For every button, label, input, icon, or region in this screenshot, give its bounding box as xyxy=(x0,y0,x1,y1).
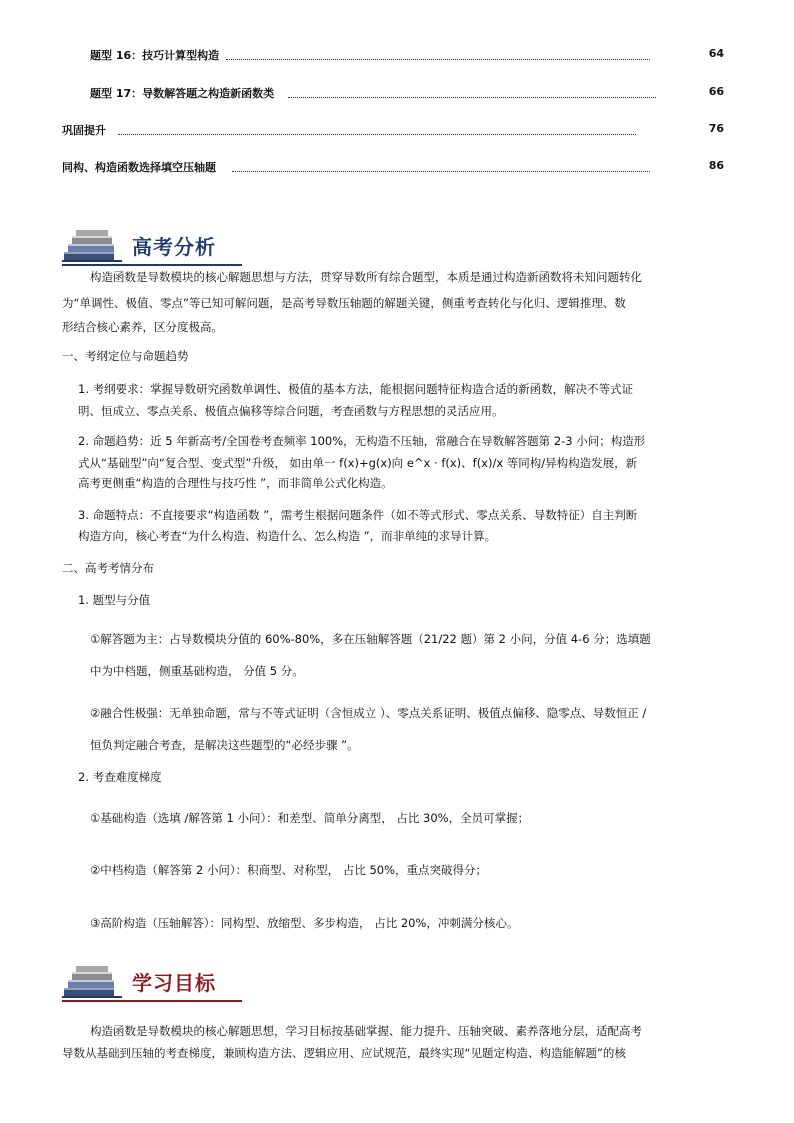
toc-entry-page: 66 xyxy=(708,85,724,98)
intro-line: 构造函数是导数模块的核心解题思想，学习目标按基础掌握、能力提升、压轴突破、素养落地分层，适配高考 xyxy=(90,1024,642,1038)
toc-entry-page: 76 xyxy=(708,122,724,135)
intro-line: 导数从基础到压轴的考查梯度，兼顾构造方法、逻辑应用、应试规范，最终实现“见题定构造、构造能解题”的核 xyxy=(62,1046,626,1060)
toc-leader-dots xyxy=(118,128,636,135)
books-icon xyxy=(62,964,124,1000)
toc-entry-label: 巩固提升 xyxy=(62,124,106,137)
toc-entry-label: 题型 16：技巧计算型构造 xyxy=(90,49,220,62)
toc-entry[interactable] xyxy=(0,122,794,142)
books-icon xyxy=(62,228,124,264)
paragraph-line: 高考更侧重“构造的合理性与技巧性 ”，而非简单公式化构造。 xyxy=(78,476,393,490)
toc-entry[interactable] xyxy=(0,47,794,67)
paragraph-line: 2. 命题趋势：近 5 年新高考/全国卷考查频率 100%，无构造不压轴，常融合在导数解答题第 2-3 小问；构造形 xyxy=(78,434,646,448)
toc-entry-label: 同构、构造函数选择填空压轴题 xyxy=(62,161,216,174)
paragraph-line: 3. 命题特点：不直接要求“构造函数 ”，需考生根据问题条件（如不等式形式、零点关系、导数特征）自主判断 xyxy=(78,508,638,522)
bullet-line: ②融合性极强：无单独命题，常与不等式证明（含恒成立 ）、零点关系证明、极值点偏移、隐零点、导数恒正 / xyxy=(90,706,647,720)
level-line: ②中档构造（解答第 2 小问）：积商型、对称型， 占比 50%，重点突破得分； xyxy=(90,863,488,877)
paragraph-line: 式从“基础型”向“复合型、变式型”升级， 如由单一 f(x)+g(x)向 e^x · f(x)、f(x)/x 等同构/异构构造发展，新 xyxy=(78,456,638,470)
subheading: 2. 考查难度梯度 xyxy=(78,770,162,784)
section-underline xyxy=(62,1000,242,1002)
bullet-line: ①解答题为主：占导数模块分值的 60%-80%，多在压轴解答题（21/22 题）第 2 小问，分值 4-6 分；选填题 xyxy=(90,632,651,646)
intro-line: 形结合核心素养，区分度极高。 xyxy=(62,320,223,334)
heading-2: 二、高考考情分布 xyxy=(62,561,154,575)
paragraph-line: 明、恒成立、零点关系、极值点偏移等综合问题，考查函数与方程思想的灵活应用。 xyxy=(78,404,504,418)
toc-entry-page: 64 xyxy=(708,47,724,60)
section-title: 高考分析 xyxy=(132,235,216,259)
paragraph-line: 构造方向，核心考查“为什么构造、构造什么、怎么构造 ”，而非单纯的求导计算。 xyxy=(78,529,497,543)
toc-entry[interactable] xyxy=(0,85,794,105)
toc-entry-page: 86 xyxy=(708,159,724,172)
section-underline xyxy=(62,264,242,266)
section-title: 学习目标 xyxy=(132,971,216,995)
toc-leader-dots xyxy=(226,53,650,60)
section-header-goals xyxy=(62,960,252,1004)
toc-entry-label: 题型 17：导数解答题之构造新函数类 xyxy=(90,87,275,100)
toc-leader-dots xyxy=(288,91,656,98)
subheading: 1. 题型与分值 xyxy=(78,593,151,607)
level-line: ③高阶构造（压轴解答）：同构型、放缩型、多步构造， 占比 20%，冲刺满分核心。 xyxy=(90,916,519,930)
bullet-line: 中为中档题，侧重基础构造， 分值 5 分。 xyxy=(90,664,304,678)
intro-line: 为“单调性、极值、零点”等已知可解问题，是高考导数压轴题的解题关键，侧重考查转化与化归、逻辑推理、数 xyxy=(62,296,626,310)
heading-1: 一、考纲定位与命题趋势 xyxy=(62,349,189,363)
level-line: ①基础构造（选填 /解答第 1 小问）：和差型、简单分离型， 占比 30%，全员可掌握； xyxy=(90,811,530,825)
toc-entry[interactable] xyxy=(0,159,794,179)
paragraph-line: 1. 考纲要求：掌握导数研究函数单调性、极值的基本方法，能根据问题特征构造合适的新函数，解决不等式证 xyxy=(78,382,634,396)
toc-leader-dots xyxy=(232,165,650,172)
section-header-gaokao xyxy=(62,224,252,268)
intro-line: 构造函数是导数模块的核心解题思想与方法，贯穿导数所有综合题型，本质是通过构造新函数将未知问题转化 xyxy=(90,270,642,284)
bullet-line: 恒负判定融合考查，是解决这些题型的“必经步骤 ”。 xyxy=(90,738,359,752)
